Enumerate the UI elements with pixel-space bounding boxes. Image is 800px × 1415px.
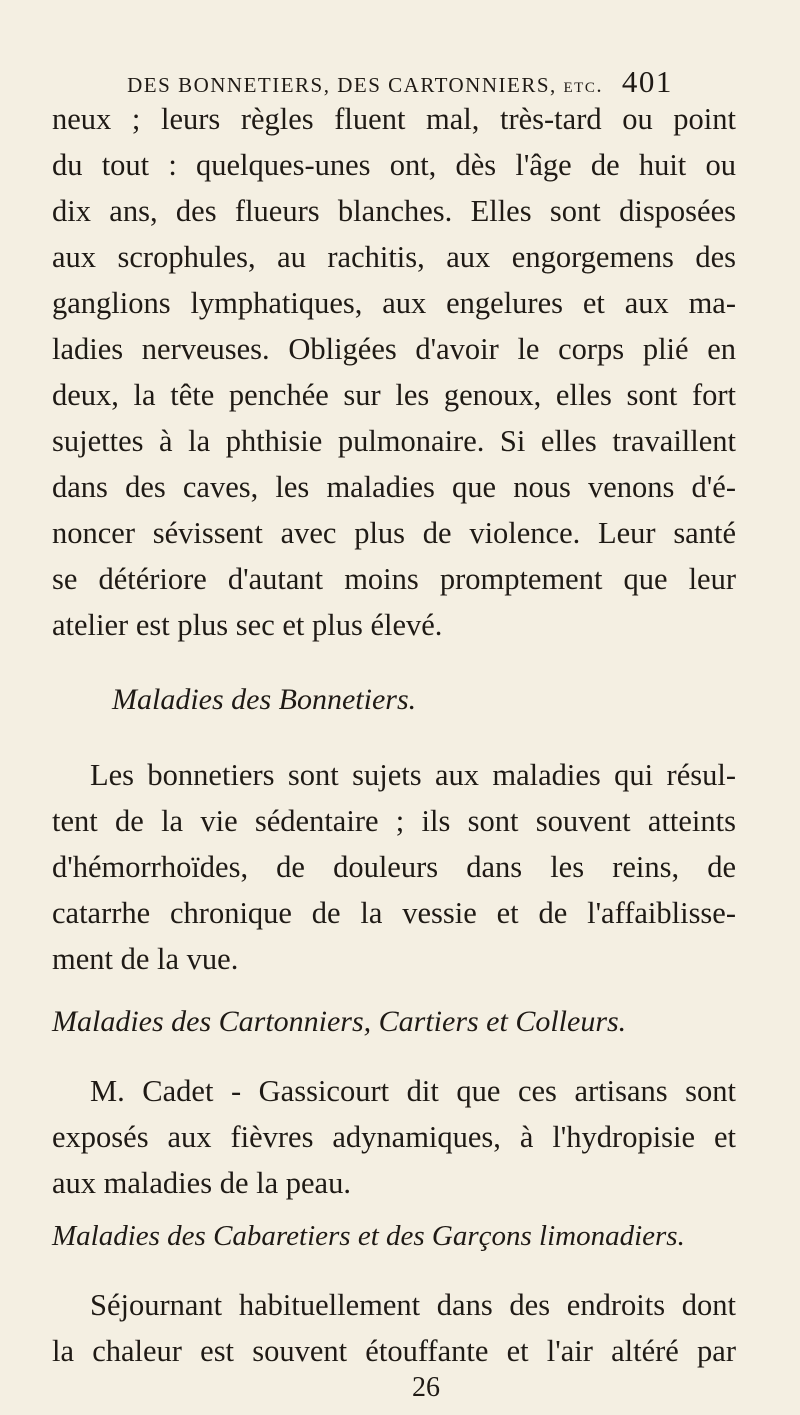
text-line: Les bonnetiers sont sujets aux maladies qui résul-: [90, 758, 736, 792]
text-line: dix ans, des flueurs blanches. Elles sont disposées: [52, 194, 736, 228]
text-line: aux maladies de la peau.: [52, 1166, 351, 1200]
text-line: du tout : quelques-unes ont, dès l'âge de huit ou: [52, 148, 736, 182]
text-line: catarrhe chronique de la vessie et de l'affaiblisse-: [52, 896, 736, 930]
text-line: ment de la vue.: [52, 942, 239, 976]
text-line: neux ; leurs règles fluent mal, très-tard ou point: [52, 102, 736, 136]
section-heading-cabaretiers: Maladies des Cabaretiers et des Garçons limonadiers.: [52, 1220, 685, 1252]
text-line: dans des caves, les maladies que nous venons d'é-: [52, 470, 736, 504]
paragraph-3: [52, 1068, 736, 1206]
running-header: [0, 64, 800, 100]
text-line: ganglions lymphatiques, aux engelures et aux ma-: [52, 286, 736, 320]
text-line: M. Cadet - Gassicourt dit que ces artisans sont: [90, 1074, 736, 1108]
text-line: ladies nerveuses. Obligées d'avoir le corps plié en: [52, 332, 736, 366]
text-line: d'hémorrhoïdes, de douleurs dans les reins, de: [52, 850, 736, 884]
text-line: noncer sévissent avec plus de violence. Leur santé: [52, 516, 736, 550]
signature-mark: 26: [412, 1372, 440, 1403]
section-heading-cartonniers: Maladies des Cartonniers, Cartiers et Colleurs.: [52, 1005, 627, 1038]
text-line: Séjournant habituellement dans des endroits dont: [90, 1288, 736, 1322]
running-title: DES BONNETIERS, DES CARTONNIERS, etc.: [127, 73, 604, 97]
text-line: deux, la tête penchée sur les genoux, elles sont fort: [52, 378, 736, 412]
text-line: tent de la vie sédentaire ; ils sont souvent atteints: [52, 804, 736, 838]
paragraph-2: [52, 752, 736, 982]
text-line: se détériore d'autant moins promptement que leur: [52, 562, 736, 596]
text-line: exposés aux fièvres adynamiques, à l'hydropisie et: [52, 1120, 736, 1154]
text-line: la chaleur est souvent étouffante et l'air altéré par: [52, 1334, 736, 1368]
text-line: aux scrophules, au rachitis, aux engorgemens des: [52, 240, 736, 274]
paragraph-1: [52, 96, 736, 648]
text-line: sujettes à la phthisie pulmonaire. Si elles travaillent: [52, 424, 736, 458]
section-heading-bonnetiers: Maladies des Bonnetiers.: [112, 683, 417, 716]
text-line: atelier est plus sec et plus élevé.: [52, 608, 443, 642]
page-number: 401: [621, 64, 673, 99]
paragraph-4: [52, 1282, 736, 1374]
